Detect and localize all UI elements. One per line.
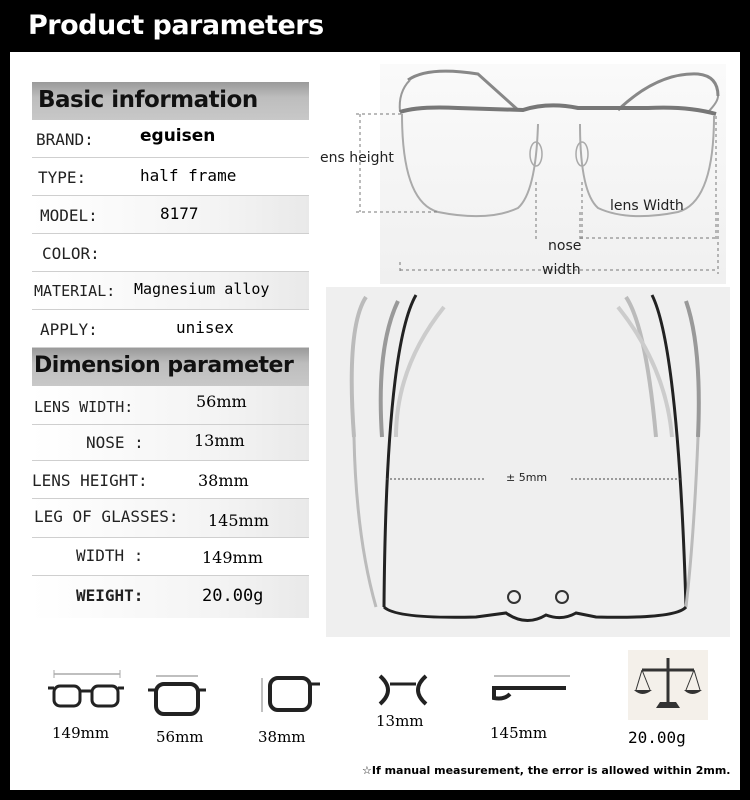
measurement-note: ☆If manual measurement, the error is allowed within 2mm. [362,764,731,777]
row-value: 13mm [194,431,245,450]
glasses-front-drawing [318,62,728,290]
row-value: half frame [140,166,237,185]
basic-info-heading [32,82,309,120]
row-label: APPLY: [40,320,98,339]
row-label: NOSE : [86,433,144,452]
table-row-nose [32,425,309,461]
width-label: width [542,262,581,278]
row-value: 38mm [198,471,249,490]
scale-weight-icon [628,650,708,720]
row-label: BRAND: [36,130,94,149]
row-value: unisex [176,318,234,337]
row-label: TYPE: [38,168,87,187]
table-row-lens-width [32,386,309,425]
lens-height-icon [250,660,340,720]
table-row-weight [32,576,309,618]
icon-cell-temple [480,660,570,740]
table-row-brand [32,120,309,158]
row-label: WIDTH : [76,546,144,565]
table-row-model [32,196,309,234]
top-view-diagram [326,287,730,637]
row-value: 8177 [160,204,199,223]
front-dimension-diagram [318,62,728,290]
table-row-color [32,234,309,272]
row-value: eguisen [140,126,216,146]
basic-info-heading-text: Basic information [38,87,258,113]
temple-length-icon [480,660,576,710]
table-row-type [32,158,309,196]
table-row-apply [32,310,309,348]
lens-width-icon [146,660,236,720]
glasses-top-drawing [326,287,730,637]
row-label: LEG OF GLASSES: [34,507,179,526]
row-value: Magnesium alloy [134,280,270,298]
header-bar [0,0,750,52]
spec-table [32,82,309,618]
icon-cell-lens-height [250,660,340,746]
nose-value: 13mm [376,712,424,730]
tolerance-label: ± 5mm [506,471,548,484]
row-value: 20.00g [202,586,264,606]
dimension-heading [32,348,309,386]
row-label: WEIGHT: [76,586,144,605]
row-value: 149mm [202,548,263,567]
lens-height-value: 38mm [258,728,306,746]
weight-value: 20.00g [628,728,686,747]
table-row-material [32,272,309,310]
row-value: 145mm [208,511,269,530]
row-label: LENS WIDTH: [34,398,134,416]
nose-bridge-icon [366,660,456,710]
page-title: Product parameters [28,10,324,41]
dimension-heading-text: Dimension parameter [34,353,294,378]
nose-label: nose [548,238,582,254]
table-row-lens-height [32,461,309,499]
width-value: 149mm [52,724,110,742]
icon-cell-nose [366,660,456,740]
content-panel [10,52,740,790]
table-row-width [32,538,309,576]
icon-cell-width [40,660,130,740]
icon-cell-lens-width [146,660,236,746]
lens-width-label: lens Width [610,198,684,214]
row-value: 56mm [196,392,247,411]
lens-width-value: 56mm [156,728,204,746]
icon-cell-weight [618,650,722,750]
glasses-width-icon [40,660,130,710]
table-row-leg [32,499,309,538]
row-label: MATERIAL: [34,282,116,300]
lens-height-label: ens height [320,150,394,166]
row-label: LENS HEIGHT: [32,471,148,490]
row-label: MODEL: [40,206,98,225]
row-label: COLOR: [42,244,100,263]
temple-value: 145mm [490,724,548,742]
